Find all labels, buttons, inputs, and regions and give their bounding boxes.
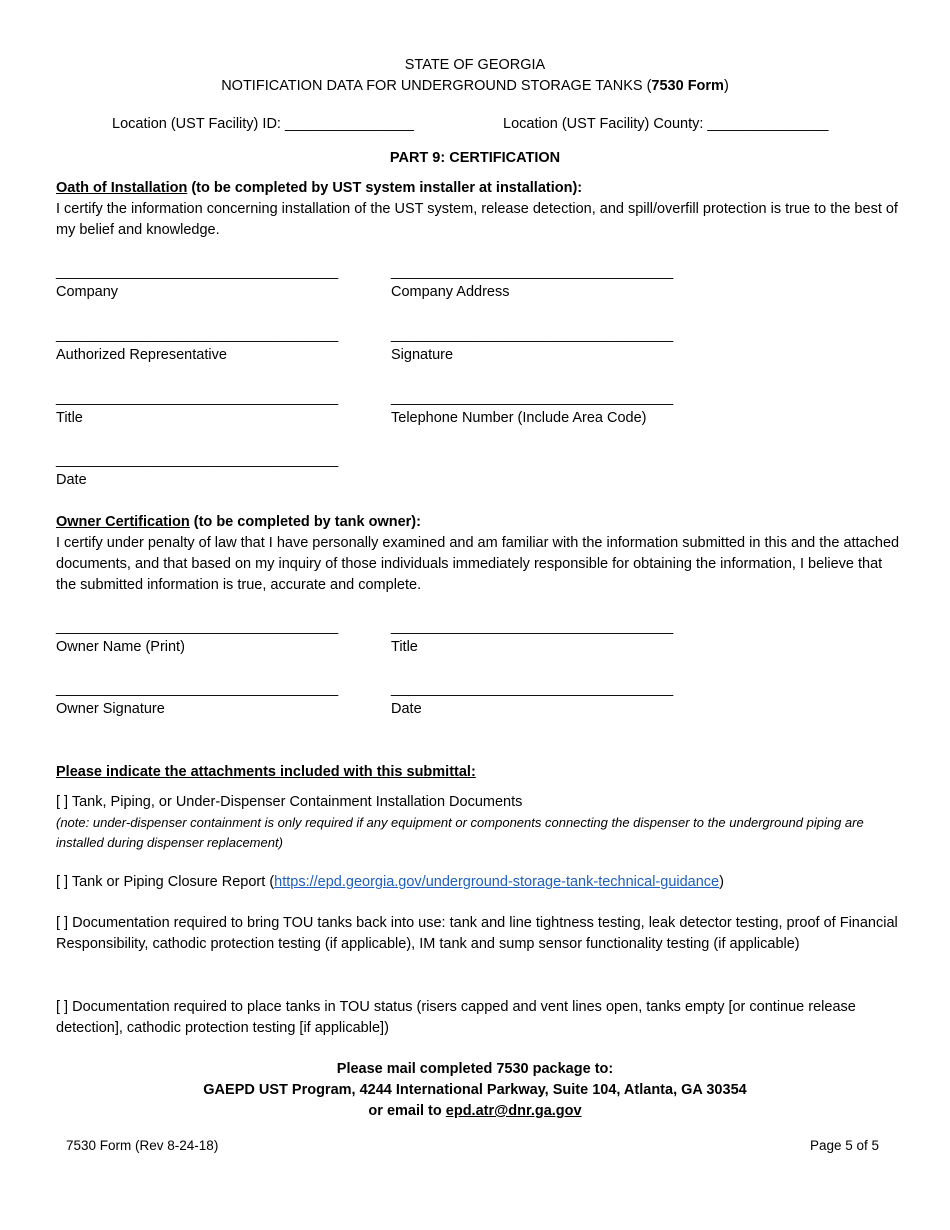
- installer-date-label: Date: [56, 472, 87, 488]
- form-title-prefix: NOTIFICATION DATA FOR UNDERGROUND STORAGE TANKS (: [221, 78, 652, 94]
- attachment-installation-label: Tank, Piping, or Under-Dispenser Containment Installation Documents: [68, 794, 523, 810]
- owner-date-label: Date: [391, 701, 422, 717]
- owner-heading-note: (to be completed by tank owner):: [189, 514, 421, 530]
- telephone-label: Telephone Number (Include Area Code): [391, 410, 647, 426]
- attachment-closure-label: Tank or Piping Closure Report (: [68, 874, 275, 890]
- form-revision: 7530 Form (Rev 8-24-18): [66, 1138, 219, 1153]
- closure-guidance-link[interactable]: https://epd.georgia.gov/underground-storage-tank-technical-guidance: [274, 874, 720, 890]
- attachments-heading: Please indicate the attachments included with this submittal:: [56, 764, 476, 780]
- owner-name-line[interactable]: ___________________________________: [56, 619, 339, 635]
- owner-name-label: Owner Name (Print): [56, 639, 185, 655]
- mail-instruction: Please mail completed 7530 package to:: [336, 1061, 614, 1077]
- owner-signature-label: Owner Signature: [56, 701, 165, 717]
- email-link[interactable]: epd.atr@dnr.ga.gov: [445, 1103, 582, 1119]
- oath-heading-title: Oath of Installation: [56, 180, 188, 196]
- attachment-item-tou-status: [56, 997, 901, 1039]
- company-address-line[interactable]: ___________________________________: [391, 264, 674, 280]
- checkbox-tou-return[interactable]: [ ]: [56, 915, 69, 931]
- signature-label: Signature: [391, 347, 454, 363]
- attachment-item-installation: [56, 792, 901, 813]
- company-line[interactable]: ___________________________________: [56, 264, 339, 280]
- owner-heading-title: Owner Certification: [56, 514, 190, 530]
- title-label: Title: [56, 410, 83, 426]
- checkbox-tou-status[interactable]: [ ]: [56, 999, 69, 1015]
- oath-text: I certify the information concerning installation of the UST system, release detection, and spill/overfill protection is true to the best of my belief and knowledge.: [56, 201, 898, 238]
- installer-date-line[interactable]: ___________________________________: [56, 452, 339, 468]
- attachment-tou-status-label: Documentation required to place tanks in TOU status (risers capped and vent lines open, tanks empty [or continue release detection], cathodic protection testing [if applicable]): [56, 999, 856, 1036]
- attachment-item-tou-return: [56, 913, 901, 955]
- company-address-label: Company Address: [391, 284, 510, 300]
- authorized-rep-line[interactable]: ___________________________________: [56, 327, 339, 343]
- mail-address: GAEPD UST Program, 4244 International Parkway, Suite 104, Atlanta, GA 30354: [203, 1082, 747, 1098]
- mail-email-line: [0, 1101, 950, 1122]
- telephone-line[interactable]: ___________________________________: [391, 390, 674, 406]
- page-number: Page 5 of 5: [809, 1138, 879, 1153]
- email-prefix: or email to: [368, 1103, 446, 1119]
- owner-date-line[interactable]: ___________________________________: [391, 681, 674, 697]
- state-heading: STATE OF GEORGIA: [404, 57, 546, 73]
- owner-title-line[interactable]: ___________________________________: [391, 619, 674, 635]
- title-line[interactable]: ___________________________________: [56, 390, 339, 406]
- oath-heading: [56, 178, 901, 199]
- owner-signature-line[interactable]: ___________________________________: [56, 681, 339, 697]
- form-title-bold: 7530 Form: [651, 78, 724, 94]
- attachment-tou-return-label: Documentation required to bring TOU tanks back into use: tank and line tightness testing, leak detector testing, proof of Financial Responsibility, cathodic protection testing (if applicable), IM tank and sump sensor functionality testing (if applicable): [56, 915, 898, 952]
- owner-text: I certify under penalty of law that I have personally examined and am familiar with the information submitted in this and the attached documents, and that based on my inquiry of those individuals immediately responsible for obtaining the information, I believe that the submitted information is true, accurate and complete.: [56, 535, 900, 593]
- attachment-installation-note: (note: under-dispenser containment is only required if any equipment or components connecting the dispenser to the underground piping are installed during dispenser replacement): [56, 815, 864, 850]
- location-county-field[interactable]: Location (UST Facility) County: _______________: [503, 116, 829, 132]
- part-title: PART 9: CERTIFICATION: [389, 150, 561, 166]
- checkbox-installation[interactable]: [ ]: [56, 794, 69, 810]
- attachment-item-closure: [56, 872, 901, 893]
- form-title: [0, 76, 950, 97]
- authorized-rep-label: Authorized Representative: [56, 347, 227, 363]
- oath-heading-note: (to be completed by UST system installer at installation):: [187, 180, 583, 196]
- location-id-field[interactable]: Location (UST Facility) ID: ________________: [112, 116, 415, 132]
- owner-title-label: Title: [391, 639, 418, 655]
- company-label: Company: [56, 284, 119, 300]
- signature-line[interactable]: ___________________________________: [391, 327, 674, 343]
- checkbox-closure[interactable]: [ ]: [56, 874, 69, 890]
- owner-heading: [56, 512, 901, 533]
- attachment-closure-suffix: ): [719, 874, 724, 890]
- form-title-suffix: ): [723, 78, 729, 94]
